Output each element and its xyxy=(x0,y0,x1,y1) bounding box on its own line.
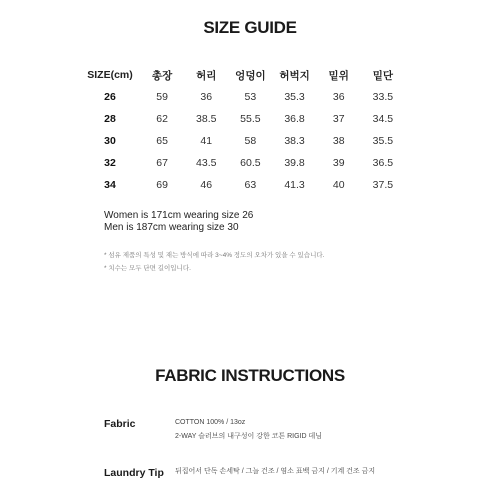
model-note-men: Men is 187cm wearing size 30 xyxy=(104,222,239,233)
table-cell: 35.3 xyxy=(284,91,305,103)
table-cell: 55.5 xyxy=(240,113,261,125)
table-cell: 65 xyxy=(156,135,168,147)
table-cell: 40 xyxy=(332,179,345,191)
size-cell: 26 xyxy=(104,91,116,103)
size-cell: 32 xyxy=(104,157,116,169)
header-rise: 밑위 xyxy=(328,69,349,82)
table-cell: 36 xyxy=(332,91,345,103)
header-hem: 밑단 xyxy=(372,69,394,82)
table-cell: 38.5 xyxy=(196,113,217,125)
table-cell: 36.5 xyxy=(372,157,394,169)
table-row xyxy=(80,130,405,152)
table-cell: 34.5 xyxy=(372,113,394,125)
table-cell: 67 xyxy=(156,157,168,169)
table-cell: 41.3 xyxy=(284,179,305,191)
header-size: SIZE(cm) xyxy=(87,69,133,81)
table-cell: 60.5 xyxy=(240,157,261,169)
size-table-header-row xyxy=(80,64,405,86)
size-cell: 30 xyxy=(104,135,116,147)
table-cell: 39.8 xyxy=(284,157,305,169)
model-note-women: Women is 171cm wearing size 26 xyxy=(104,210,254,221)
size-cell: 28 xyxy=(104,113,116,125)
fabric-line: 2-WAY 슬러브의 내구성이 강한 코튼 RIGID 데님 xyxy=(175,433,323,440)
laundry-line: 뒤집어서 단독 손세탁 / 그늘 건조 / 염소 표백 금지 / 기계 건조 금지 xyxy=(175,468,376,475)
size-cell: 34 xyxy=(104,179,116,191)
table-cell: 63 xyxy=(244,179,257,191)
laundry-tip-label: Laundry Tip xyxy=(104,467,164,479)
model-notes xyxy=(104,210,253,234)
fine-print-line: * 치수는 모두 단면 길이입니다. xyxy=(104,265,191,272)
table-cell: 58 xyxy=(244,135,257,147)
laundry-tip-value xyxy=(175,465,375,479)
table-row xyxy=(80,108,405,130)
fabric-line: COTTON 100% / 13oz xyxy=(175,419,246,426)
table-cell: 38.3 xyxy=(284,135,305,147)
table-cell: 37 xyxy=(332,113,345,125)
table-cell: 35.5 xyxy=(372,135,394,147)
fine-print-line: * 섬유 제품의 특성 및 재는 방식에 따라 3~4% 정도의 오차가 있을 수 있습니다. xyxy=(104,252,325,259)
fine-print xyxy=(104,249,324,275)
table-cell: 62 xyxy=(156,113,168,125)
table-row xyxy=(80,152,405,174)
header-hip: 엉덩이 xyxy=(235,69,266,82)
size-table xyxy=(80,64,405,196)
header-length: 총장 xyxy=(151,69,173,82)
size-guide-title: SIZE GUIDE xyxy=(203,18,297,37)
header-waist: 허리 xyxy=(196,69,217,82)
table-cell: 59 xyxy=(156,91,168,103)
table-row xyxy=(80,86,405,108)
table-row xyxy=(80,174,405,196)
table-cell: 38 xyxy=(332,135,345,147)
table-cell: 53 xyxy=(244,91,257,103)
table-cell: 36.8 xyxy=(284,113,305,125)
table-cell: 69 xyxy=(156,179,168,191)
table-cell: 39 xyxy=(332,157,345,169)
table-cell: 37.5 xyxy=(372,179,394,191)
table-cell: 33.5 xyxy=(372,91,394,103)
table-cell: 46 xyxy=(200,179,213,191)
header-thigh: 허벅지 xyxy=(279,69,310,82)
table-cell: 36 xyxy=(200,91,213,103)
fabric-value xyxy=(175,416,322,444)
fabric-instructions-title: FABRIC INSTRUCTIONS xyxy=(155,366,345,385)
table-cell: 43.5 xyxy=(196,157,217,169)
fabric-label: Fabric xyxy=(104,418,136,430)
table-cell: 41 xyxy=(200,135,213,147)
